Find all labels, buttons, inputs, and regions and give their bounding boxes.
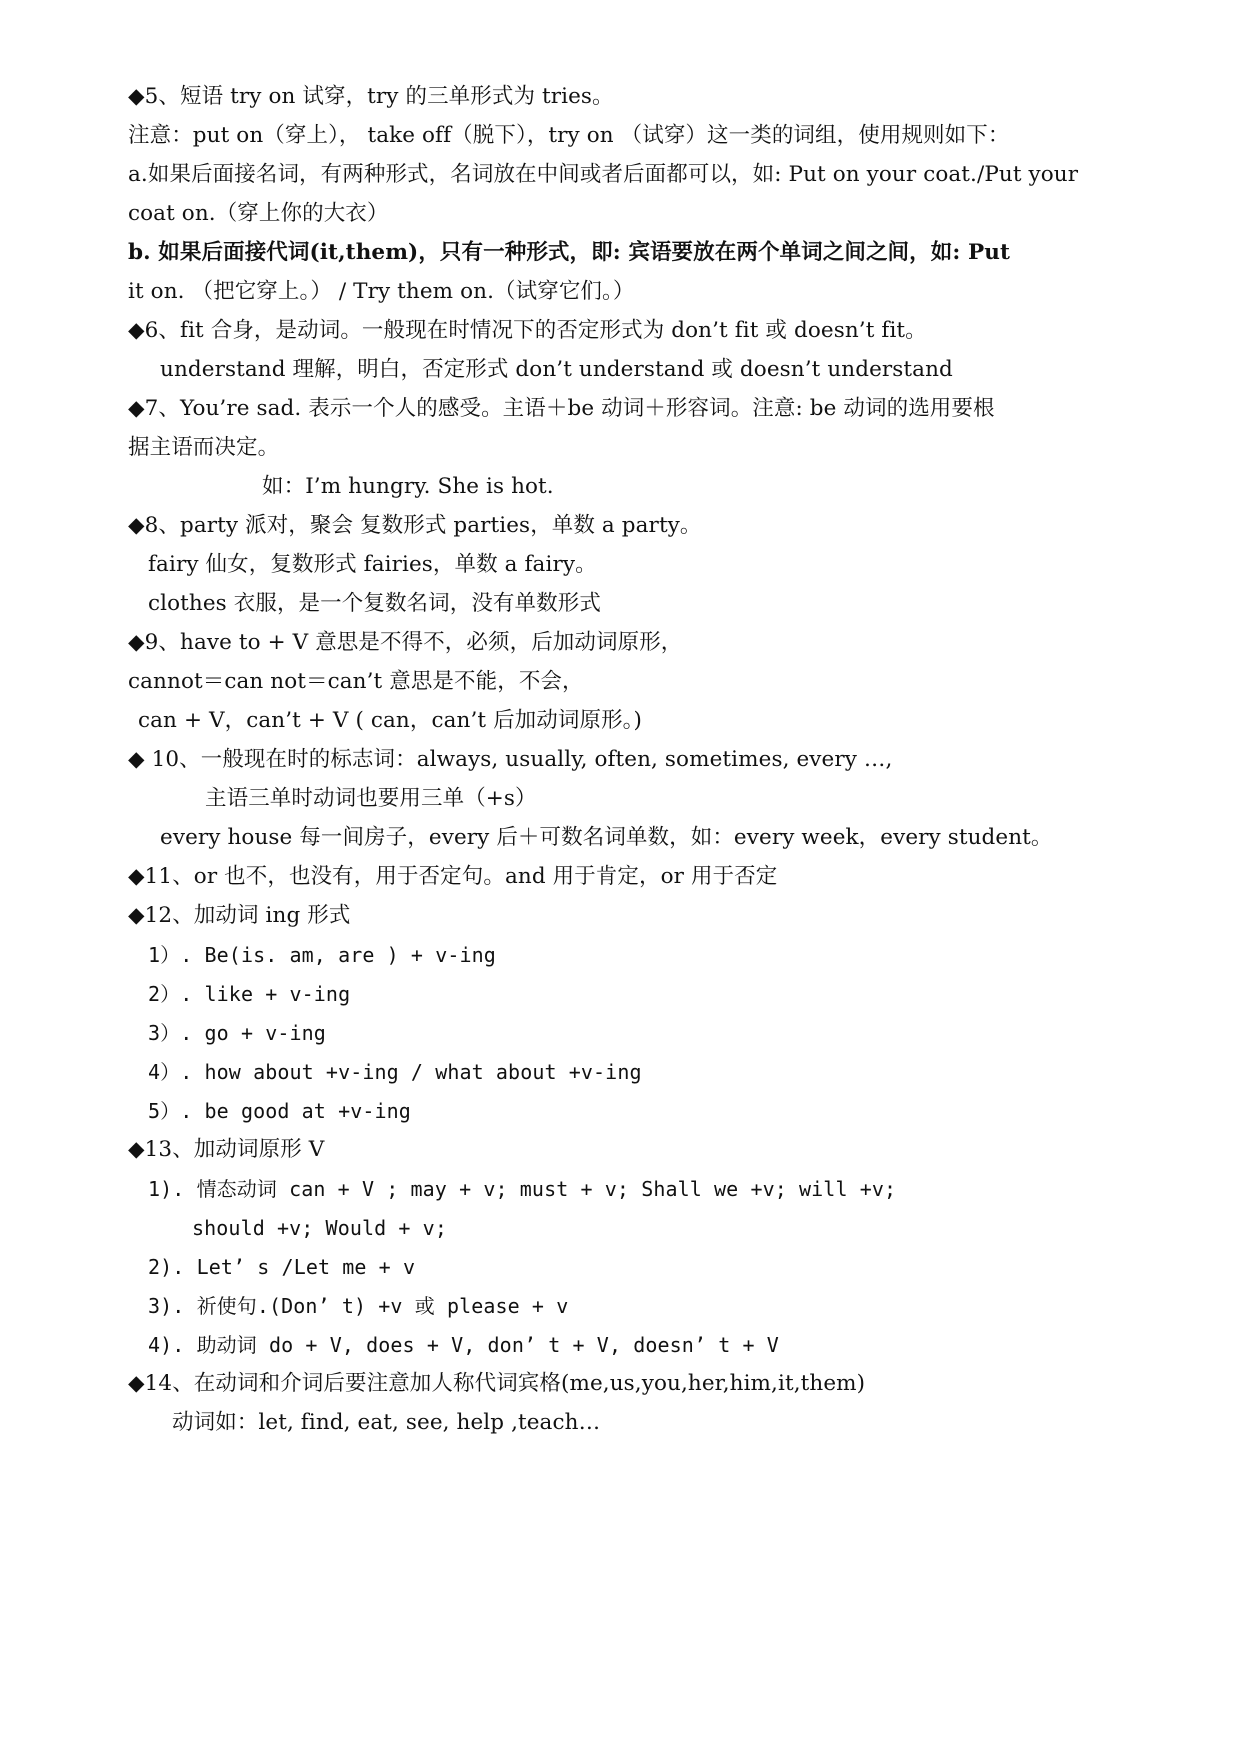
item-14-line: ◆14、在动词和介词后要注意加人称代词宾格(me,us,you,her,him,it,them) bbox=[128, 1371, 866, 1396]
item-12-rule-4: 4）. how about +v-ing / what about +v-ing bbox=[148, 1060, 642, 1084]
item-12-rule-1: 1）. Be(is. am, are ) + v-ing bbox=[148, 943, 496, 967]
item-8-clothes: clothes 衣服，是一个复数名词，没有单数形式 bbox=[148, 591, 601, 616]
rule-a-line-1: a.如果后面接名词，有两种形式，名词放在中间或者后面都可以，如: Put on your coat./Put your bbox=[128, 162, 1079, 187]
item-11-line: ◆11、or 也不，也没有，用于否定句。and 用于肯定，or 用于否定 bbox=[128, 864, 778, 889]
note-line: 注意：put on（穿上）， take off（脱下），try on （试穿）这一类的词组，使用规则如下： bbox=[128, 123, 1010, 148]
item-7-example: 如：I’m hungry. She is hot. bbox=[262, 474, 554, 499]
item-7-line-2: 据主语而决定。 bbox=[128, 435, 280, 460]
item-13-rule-1: 1). 情态动词 can + V ; may + v; must + v; Shall we +v; will +v; bbox=[148, 1177, 897, 1201]
item-9-can: can + V，can’t + V ( can，can’t 后加动词原形。) bbox=[138, 708, 643, 733]
item-5-line: ◆5、短语 try on 试穿，try 的三单形式为 tries。 bbox=[128, 84, 614, 109]
item-6-line: ◆6、fit 合身，是动词。一般现在时情况下的否定形式为 don’t fit 或 doesn’t fit。 bbox=[128, 318, 927, 343]
item-9-cannot: cannot＝can not＝can’t 意思是不能，不会， bbox=[128, 669, 584, 694]
item-8-line: ◆8、party 派对，聚会 复数形式 parties，单数 a party。 bbox=[128, 513, 702, 538]
rule-a-line-2: coat on.（穿上你的大衣） bbox=[128, 201, 389, 226]
item-12-rule-2: 2）. like + v-ing bbox=[148, 982, 351, 1006]
item-13-heading: ◆13、加动词原形 V bbox=[128, 1137, 325, 1162]
item-13-rule-1-cont: should +v; Would + v; bbox=[192, 1216, 447, 1240]
item-10-every: every house 每一间房子，every 后＋可数名词单数，如：every week，every student。 bbox=[160, 825, 1053, 850]
item-12-heading: ◆12、加动词 ing 形式 bbox=[128, 903, 351, 928]
item-14-verbs: 动词如：let, find, eat, see, help ,teach… bbox=[172, 1410, 601, 1435]
rule-b-line-1: b. 如果后面接代词(it,them)，只有一种形式，即: 宾语要放在两个单词之间之间，如: Put bbox=[128, 240, 1010, 265]
item-6-understand: understand 理解，明白，否定形式 don’t understand 或 doesn’t understand bbox=[160, 357, 953, 382]
item-10-subject: 主语三单时动词也要用三单（+s） bbox=[205, 786, 537, 811]
item-8-fairy: fairy 仙女，复数形式 fairies，单数 a fairy。 bbox=[148, 552, 597, 577]
item-13-rule-3: 3). 祈使句.(Don’ t) +v 或 please + v bbox=[148, 1294, 569, 1318]
rule-b-line-2: it on. （把它穿上。） / Try them on.（试穿它们。） bbox=[128, 279, 635, 304]
item-12-rule-5: 5）. be good at +v-ing bbox=[148, 1099, 411, 1123]
item-7-line-1: ◆7、You’re sad. 表示一个人的感受。主语＋be 动词＋形容词。注意: be 动词的选用要根 bbox=[128, 396, 995, 421]
item-9-line: ◆9、have to + V 意思是不得不，必须，后加动词原形， bbox=[128, 630, 683, 655]
item-13-rule-4: 4). 助动词 do + V, does + V, don’ t + V, doesn’ t + V bbox=[148, 1333, 779, 1357]
item-10-line: ◆ 10、一般现在时的标志词：always, usually, often, sometimes, every …, bbox=[128, 747, 893, 772]
item-12-rule-3: 3）. go + v-ing bbox=[148, 1021, 326, 1045]
item-13-rule-2: 2). Let’ s /Let me + v bbox=[148, 1255, 416, 1279]
